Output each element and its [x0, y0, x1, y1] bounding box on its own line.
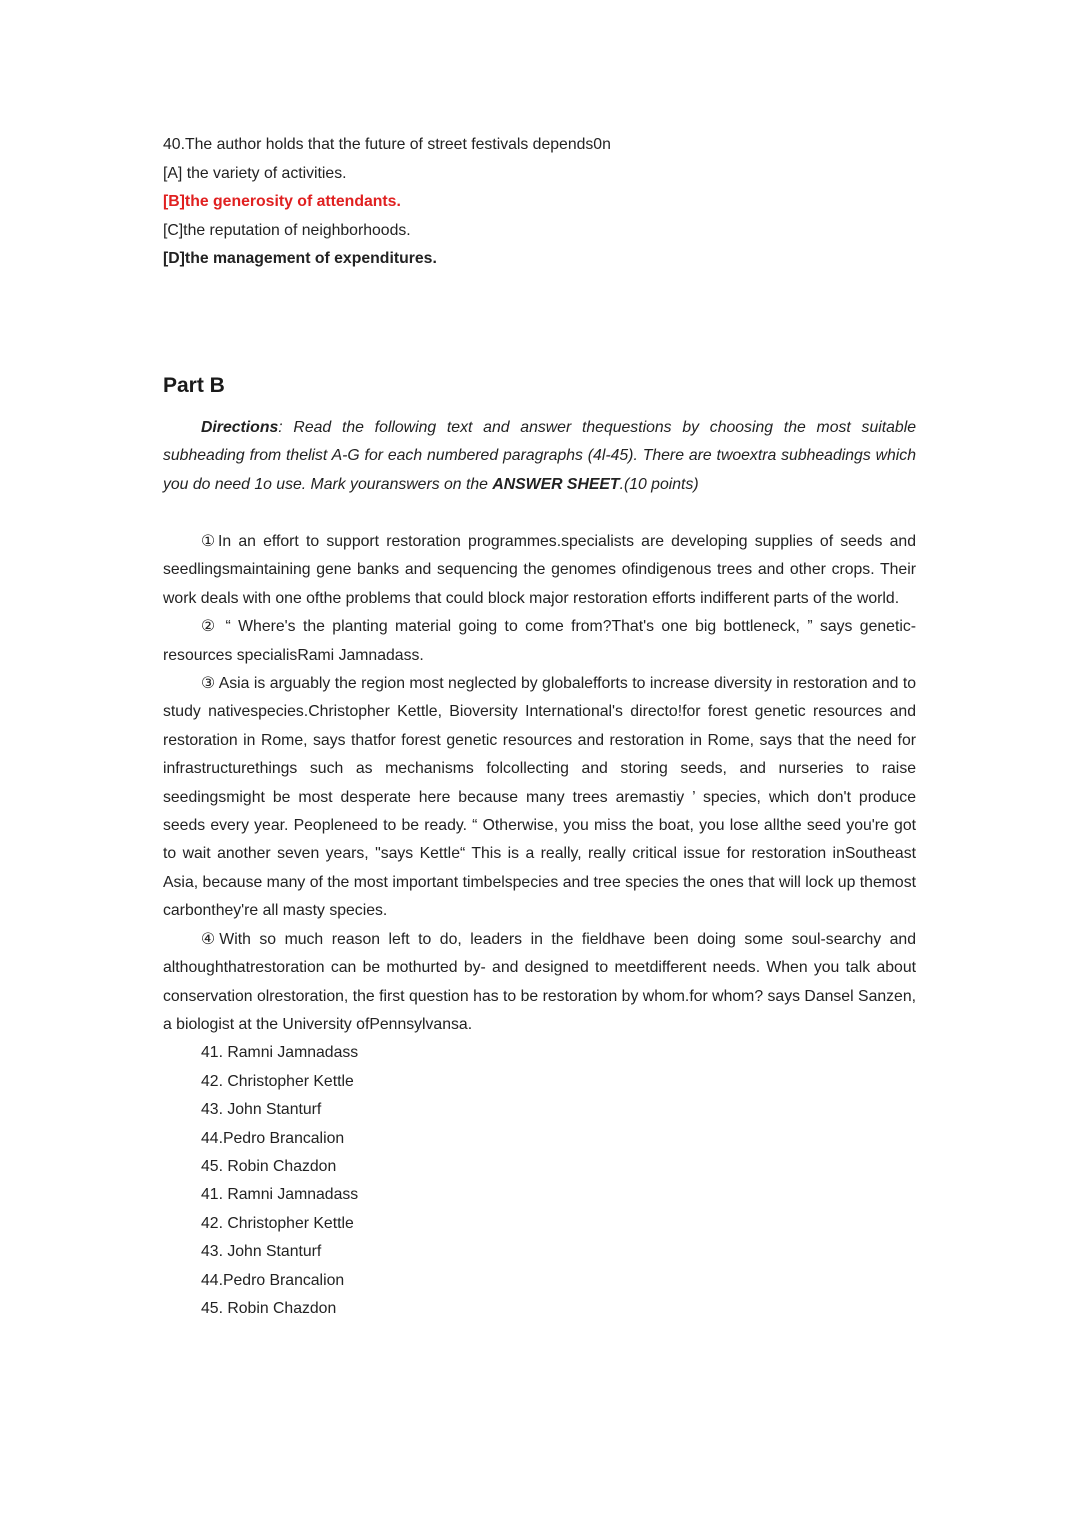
- part-b-heading: Part B: [163, 374, 225, 397]
- directions-text: : Read the following text and answer thequestions by choosing the most suitable subheading from thelist A-G for each numbered paragraphs (4l-45). There are twoextra subheadings which you do need 1o use. Mark youranswers on the: [163, 419, 916, 493]
- question-40: [163, 131, 916, 274]
- reading-passage: [163, 528, 916, 1323]
- option-d: [D]the management of expenditures.: [163, 250, 437, 267]
- directions-paragraph: [163, 414, 916, 499]
- option-c: [C]the reputation of neighborhoods.: [163, 221, 411, 239]
- list-item: 41. Ramni Jamnadass: [201, 1186, 359, 1204]
- option-a: [A] the variety of activities.: [163, 164, 347, 182]
- list-item: 42. Christopher Kettle: [201, 1072, 354, 1090]
- answer-sheet-emphasis: ANSWER SHEET: [492, 475, 620, 493]
- list-item: 44.Pedro Brancalion: [201, 1129, 345, 1147]
- names-list: [163, 1039, 916, 1323]
- list-item: 44.Pedro Brancalion: [201, 1271, 345, 1289]
- directions-points: .(10 points): [619, 475, 699, 493]
- list-item: 42. Christopher Kettle: [201, 1214, 354, 1232]
- directions-label: Directions: [201, 419, 279, 436]
- list-item: 43. John Stanturf: [201, 1243, 322, 1261]
- paragraph-2: ② “ Where's the planting material going to come from?That's one big bottleneck, ” says genetic-resources specialisRami Jamnadass.: [163, 618, 916, 664]
- paragraph-4: ④With so much reason left to do, leaders in the fieldhave been doing some soul-searchy and althoughthatrestoration can be mothurted by- and designed to meetdifferent needs. When you talk about conservation olrestoration, the first question has to be restoration by whom.for whom? says Dansel Sanzen, a biologist at the University ofPennsylvansa.: [163, 930, 916, 1033]
- paragraph-1: ①In an effort to support restoration programmes.specialists are developing supplies of seeds and seedlingsmaintaining gene banks and sequencing the genomes ofindigenous trees and other crops. Their work deals with one ofthe problems that could block major restoration efforts indifferent parts of the world.: [163, 533, 916, 607]
- paragraph-3: ③ Asia is arguably the region most neglected by globalefforts to increase diversity in restoration and to study nativespecies.Christopher Kettle, Bioversity International's directo!for forest genetic resources and restoration in Rome, says thatfor forest genetic resources and restoration in Rome, says that the need for infrastructurethings such as mechanisms folcollecting and storing seeds, and nurseries to raise seedingsmight be most desperate here because many trees aremastiy ’ species, which don't produce seeds every year. Peopleneed to be ready. “ Otherwise, you miss the boat, you lose allthe seed you're got to wait another seven years, "says Kettle“ This is a really, really critical issue for restoration inSoutheast Asia, because many of the most important timbelspecies and tree species the ones that will lock up themost carbonthey're all masty species.: [163, 675, 916, 920]
- option-b-answer: [B]the generosity of attendants.: [163, 193, 401, 210]
- list-item: 41. Ramni Jamnadass: [201, 1044, 359, 1062]
- list-item: 45. Robin Chazdon: [201, 1157, 337, 1175]
- question-40-stem: 40.The author holds that the future of street festivals depends0n: [163, 136, 611, 153]
- list-item: 43. John Stanturf: [201, 1101, 322, 1119]
- list-item: 45. Robin Chazdon: [201, 1299, 337, 1317]
